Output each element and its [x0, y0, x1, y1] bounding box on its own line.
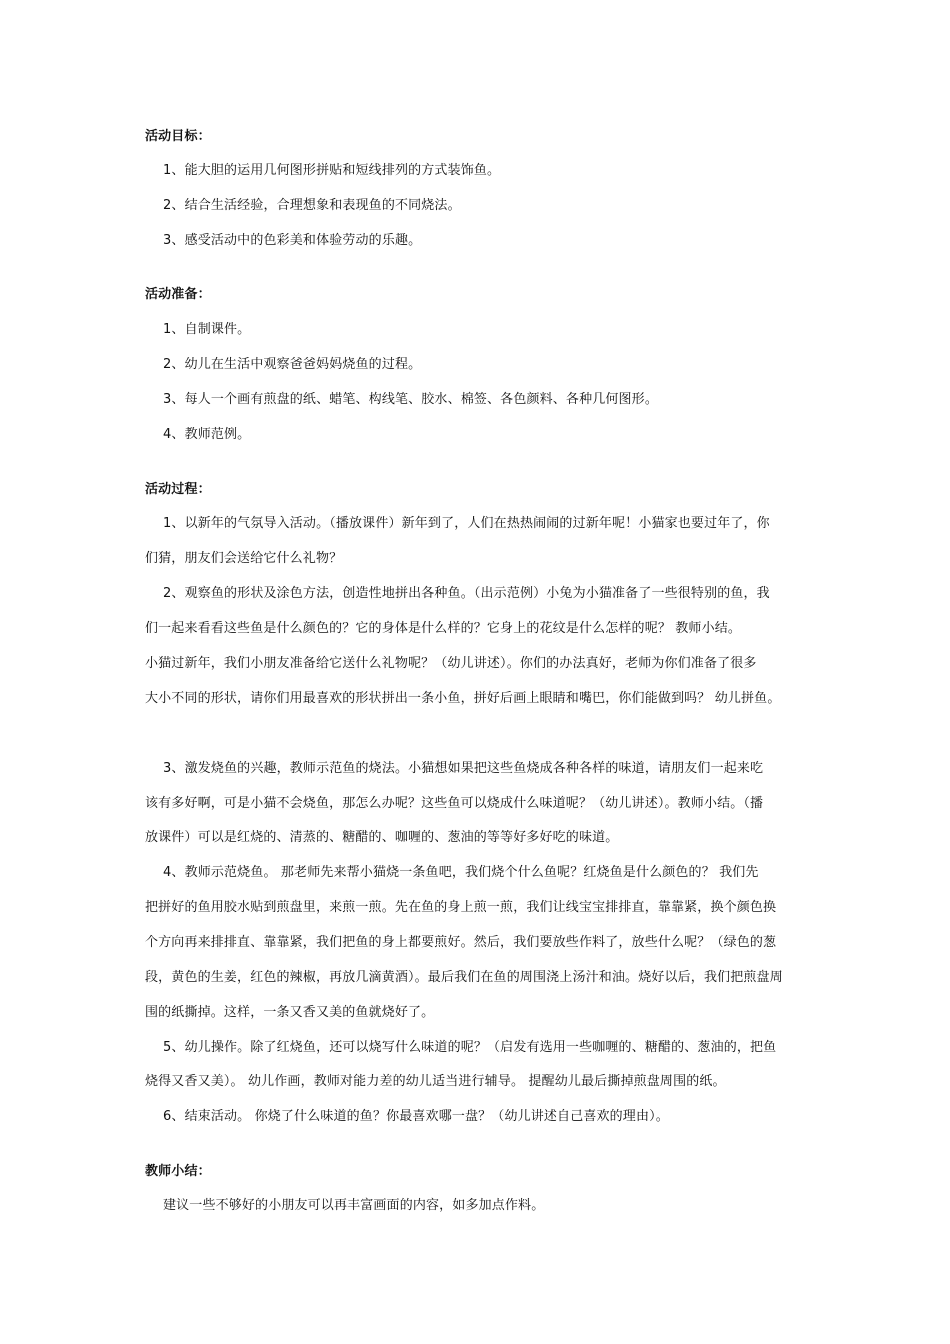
goal-item-2: 2、结合生活经验，合理想象和表现鱼的不同烧法。: [163, 198, 461, 213]
summary-heading: 教师小结：: [145, 1164, 211, 1179]
goals-heading: 活动目标：: [145, 129, 211, 144]
preparation-item-2: 2、幼儿在生活中观察爸爸妈妈烧鱼的过程。: [163, 357, 422, 372]
process-line: 段，黄色的生姜，红色的辣椒，再放几滴黄酒）。最后我们在鱼的周围浇上汤汁和油。烧好以后，我们把煎盘周: [145, 970, 783, 985]
process-line: 1、以新年的气氛导入活动。（播放课件）新年到了，人们在热热闹闹的过新年呢！小猫家也要过年了，你: [163, 516, 770, 531]
process-line: 烧得又香又美）。 幼儿作画，教师对能力差的幼儿适当进行辅导。 提醒幼儿最后撕掉煎盘周围的纸。: [145, 1074, 726, 1089]
goal-item-3: 3、感受活动中的色彩美和体验劳动的乐趣。: [163, 233, 422, 248]
process-line: 3、激发烧鱼的兴趣，教师示范鱼的烧法。小猫想如果把这些鱼烧成各种各样的味道，请朋友们一起来吃: [163, 761, 764, 776]
preparation-item-4: 4、教师范例。: [163, 427, 251, 442]
process-heading: 活动过程：: [145, 482, 211, 497]
process-line: 个方向再来排排直、靠靠紧，我们把鱼的身上都要煎好。然后，我们要放些作料了，放些什么呢？（绿色的葱: [145, 935, 777, 950]
preparation-heading: 活动准备：: [145, 287, 211, 302]
process-line: 放课件）可以是红烧的、清蒸的、糖醋的、咖喱的、葱油的等等好多好吃的味道。: [145, 830, 619, 845]
process-line: 们一起来看看这些鱼是什么颜色的？它的身体是什么样的？它身上的花纹是什么怎样的呢？ 教师小结。: [145, 621, 742, 636]
process-line: 大小不同的形状，请你们用最喜欢的形状拼出一条小鱼，拼好后画上眼睛和嘴巴，你们能做到吗？ 幼儿拼鱼。: [145, 691, 781, 706]
process-line: 们猜，朋友们会送给它什么礼物？: [145, 551, 343, 566]
process-line: 4、教师示范烧鱼。 那老师先来帮小猫烧一条鱼吧，我们烧个什么鱼呢？红烧鱼是什么颜色的？ 我们先: [163, 865, 759, 880]
process-line: 5、幼儿操作。除了红烧鱼，还可以烧写什么味道的呢？（启发有选用一些咖喱的、糖醋的、葱油的，把鱼: [163, 1040, 777, 1055]
preparation-item-3: 3、每人一个画有煎盘的纸、蜡笔、构线笔、胶水、棉签、各色颜料、各种几何图形。: [163, 392, 658, 407]
process-line: 把拼好的鱼用胶水贴到煎盘里，来煎一煎。先在鱼的身上煎一煎，我们让线宝宝排排直，靠靠紧，换个颜色换: [145, 900, 777, 915]
process-line: 小猫过新年，我们小朋友准备给它送什么礼物呢？（幼儿讲述）。你们的办法真好，老师为你们准备了很多: [145, 656, 757, 671]
preparation-item-1: 1、自制课件。: [163, 322, 251, 337]
process-line: 6、结束活动。 你烧了什么味道的鱼？你最喜欢哪一盘？（幼儿讲述自己喜欢的理由）。: [163, 1109, 669, 1124]
process-line: 围的纸撕掉。这样，一条又香又美的鱼就烧好了。: [145, 1005, 435, 1020]
process-line: 该有多好啊，可是小猫不会烧鱼，那怎么办呢？这些鱼可以烧成什么味道呢？（幼儿讲述）。教师小结。（播: [145, 796, 764, 811]
goal-item-1: 1、能大胆的运用几何图形拼贴和短线排列的方式装饰鱼。: [163, 163, 501, 178]
process-line: 2、观察鱼的形状及涂色方法，创造性地拼出各种鱼。（出示范例）小兔为小猫准备了一些很特别的鱼，我: [163, 586, 770, 601]
summary-text: 建议一些不够好的小朋友可以再丰富画面的内容，如多加点作料。: [163, 1198, 545, 1213]
